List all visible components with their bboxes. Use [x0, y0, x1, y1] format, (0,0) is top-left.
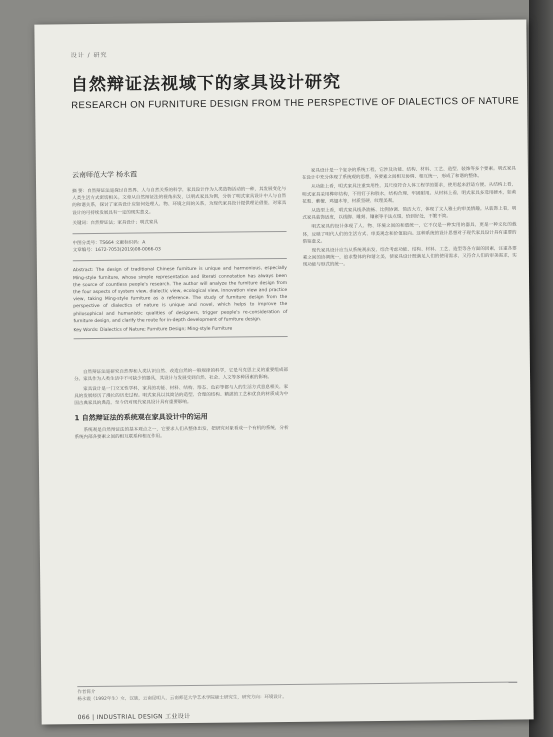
section-heading: 1 自然辩证法的系统观在家具设计中的运用	[74, 413, 208, 423]
article-meta	[73, 238, 287, 262]
paragraph: 现代家具设计应当从系统观出发，综合考虑功能、结构、材料、工艺、造型等各方面的因素，注重各要素之间的协调统一，追求整体的和谐之美，使家具设计既满足人们的使用需求，又符合人们的审美需求，实现功能与形式的统一。	[302, 246, 517, 269]
paragraph: 家具设计是一个复杂的系统工程，它涉及功能、结构、材料、工艺、造型、装饰等多个要素。明式家具在设计中充分体现了系统观的思想，各要素之间相互协调、相互统一，形成了和谐的整体。	[301, 166, 516, 182]
page-footer: 066 | INDUSTRIAL DESIGN 工业设计	[77, 712, 191, 722]
paragraph: 从造型上看，明式家具线条流畅、比例协调、简洁大方，体现了文人雅士的审美情趣。从装饰上看，明式家具装饰适度，以线脚、雕刻、镶嵌等手法点缀，恰到好处，不繁不简。	[302, 206, 517, 222]
article-title-cn: 自然辩证法视域下的家具设计研究	[70, 72, 342, 96]
left-column	[72, 168, 289, 444]
article-number: 文章编号：1672-7053(2019)08-0066-03	[72, 247, 161, 254]
keywords-en: Key Words: Dialectics of Nature; Furniture Design; Ming-style Furniture	[74, 325, 288, 339]
author-line: 云南师范大学 杨永霞	[71, 170, 138, 180]
left-body-text-2	[75, 425, 289, 442]
journal-page	[34, 19, 533, 724]
right-body-text	[302, 166, 517, 270]
footnote-text: 杨永霞（1992年生）女，汉族，云南昆明人，云南师范大学艺术学院硕士研究生，研究方向：环境设计。	[77, 694, 287, 702]
article-title-en: RESEARCH ON FURNITURE DESIGN FROM THE PERSPECTIVE OF DIALECTICS OF NATURE	[71, 95, 520, 112]
keywords-cn: 关键词：自然辩证法；家具设计；明式家具	[72, 218, 286, 234]
author-footnote	[77, 682, 517, 704]
abstract-cn: 摘 要：自然辩证法是探讨自然界、人与自然关系的科学，家具设计作为人类造物活动的一种，其发展变化与人类生活方式密切相关。文章从自然辩证法的视角出发，以明式家具为例，分析了明式家具设计中人与自然的和谐关系，探讨了家具设计应如何处理人、物、环境之间的关系，为现代家具设计提供理论借鉴，对家具设计的可持续发展具有一定的现实意义。	[72, 186, 287, 216]
paragraph: 从功能上看，明式家具注重实用性，其尺度符合人体工程学的要求，使用起来舒适方便。从结构上看，明式家具采用榫卯结构，不用钉子和胶水，结构合理、牢固耐用。从材料上看，明式家具多选用硬木，如黄花梨、紫檀、鸡翅木等，材质坚硬、纹理美观。	[302, 182, 517, 205]
footnote-label: 作者简介	[77, 689, 96, 696]
paragraph: 自然辩证法是研究自然界和人类认识自然、改造自然的一般规律的科学，它是马克思主义的重要组成部分。家具作为人类生活中不可缺少的器具，其设计与发展受到自然、社会、人文等多种因素的影响。	[74, 368, 289, 383]
right-column	[302, 166, 517, 272]
abstract-en: Abstract: The design of traditional Chinese furniture is unique and harmonious, especially Ming-style furniture, whose simple representation and literati connotation has always been the source of countless people's research. The author will analyze the furniture design from the four aspects of system view, dialectic view, ecological view, innovation view and practice view, taking Ming-style furniture as a reference. The study of furniture design from the perspective of dialectics of nature is unique and novel, which helps to improve the philosophical and humanistic qualities of designers, trigger people's re-consideration of furniture design, and clarify the route for in-depth development of furniture design.	[72, 266, 288, 325]
paragraph: 明式家具的设计体现了人、物、环境之间的和谐统一，它不仅是一种实用的器具，更是一种文化的载体，反映了明代人们的生活方式、审美观念和价值取向。这种系统的设计思想对于现代家具设计具有重要的借鉴意义。	[302, 222, 517, 245]
left-body-text	[74, 367, 288, 407]
classification-number: 中图分类号：TS664 文献标识码：A	[72, 240, 146, 247]
paragraph: 家具设计是一门交叉性学科，家具的功能、材料、结构、形态、色彩等都与人的生活方式息息相关，家具的发展经历了漫长的历史过程。明式家具以其简洁的造型、合理的结构、精湛的工艺和优良的材质成为中国古典家具的典范，至今仍对现代家具设计具有重要影响。	[74, 384, 289, 407]
paragraph: 系统观是自然辩证法的基本观点之一，它要求人们从整体出发，把研究对象看成一个有机的系统，分析系统内部各要素之间的相互联系和相互作用。	[74, 426, 289, 441]
section-tag: 设计 / 研究	[70, 51, 108, 60]
